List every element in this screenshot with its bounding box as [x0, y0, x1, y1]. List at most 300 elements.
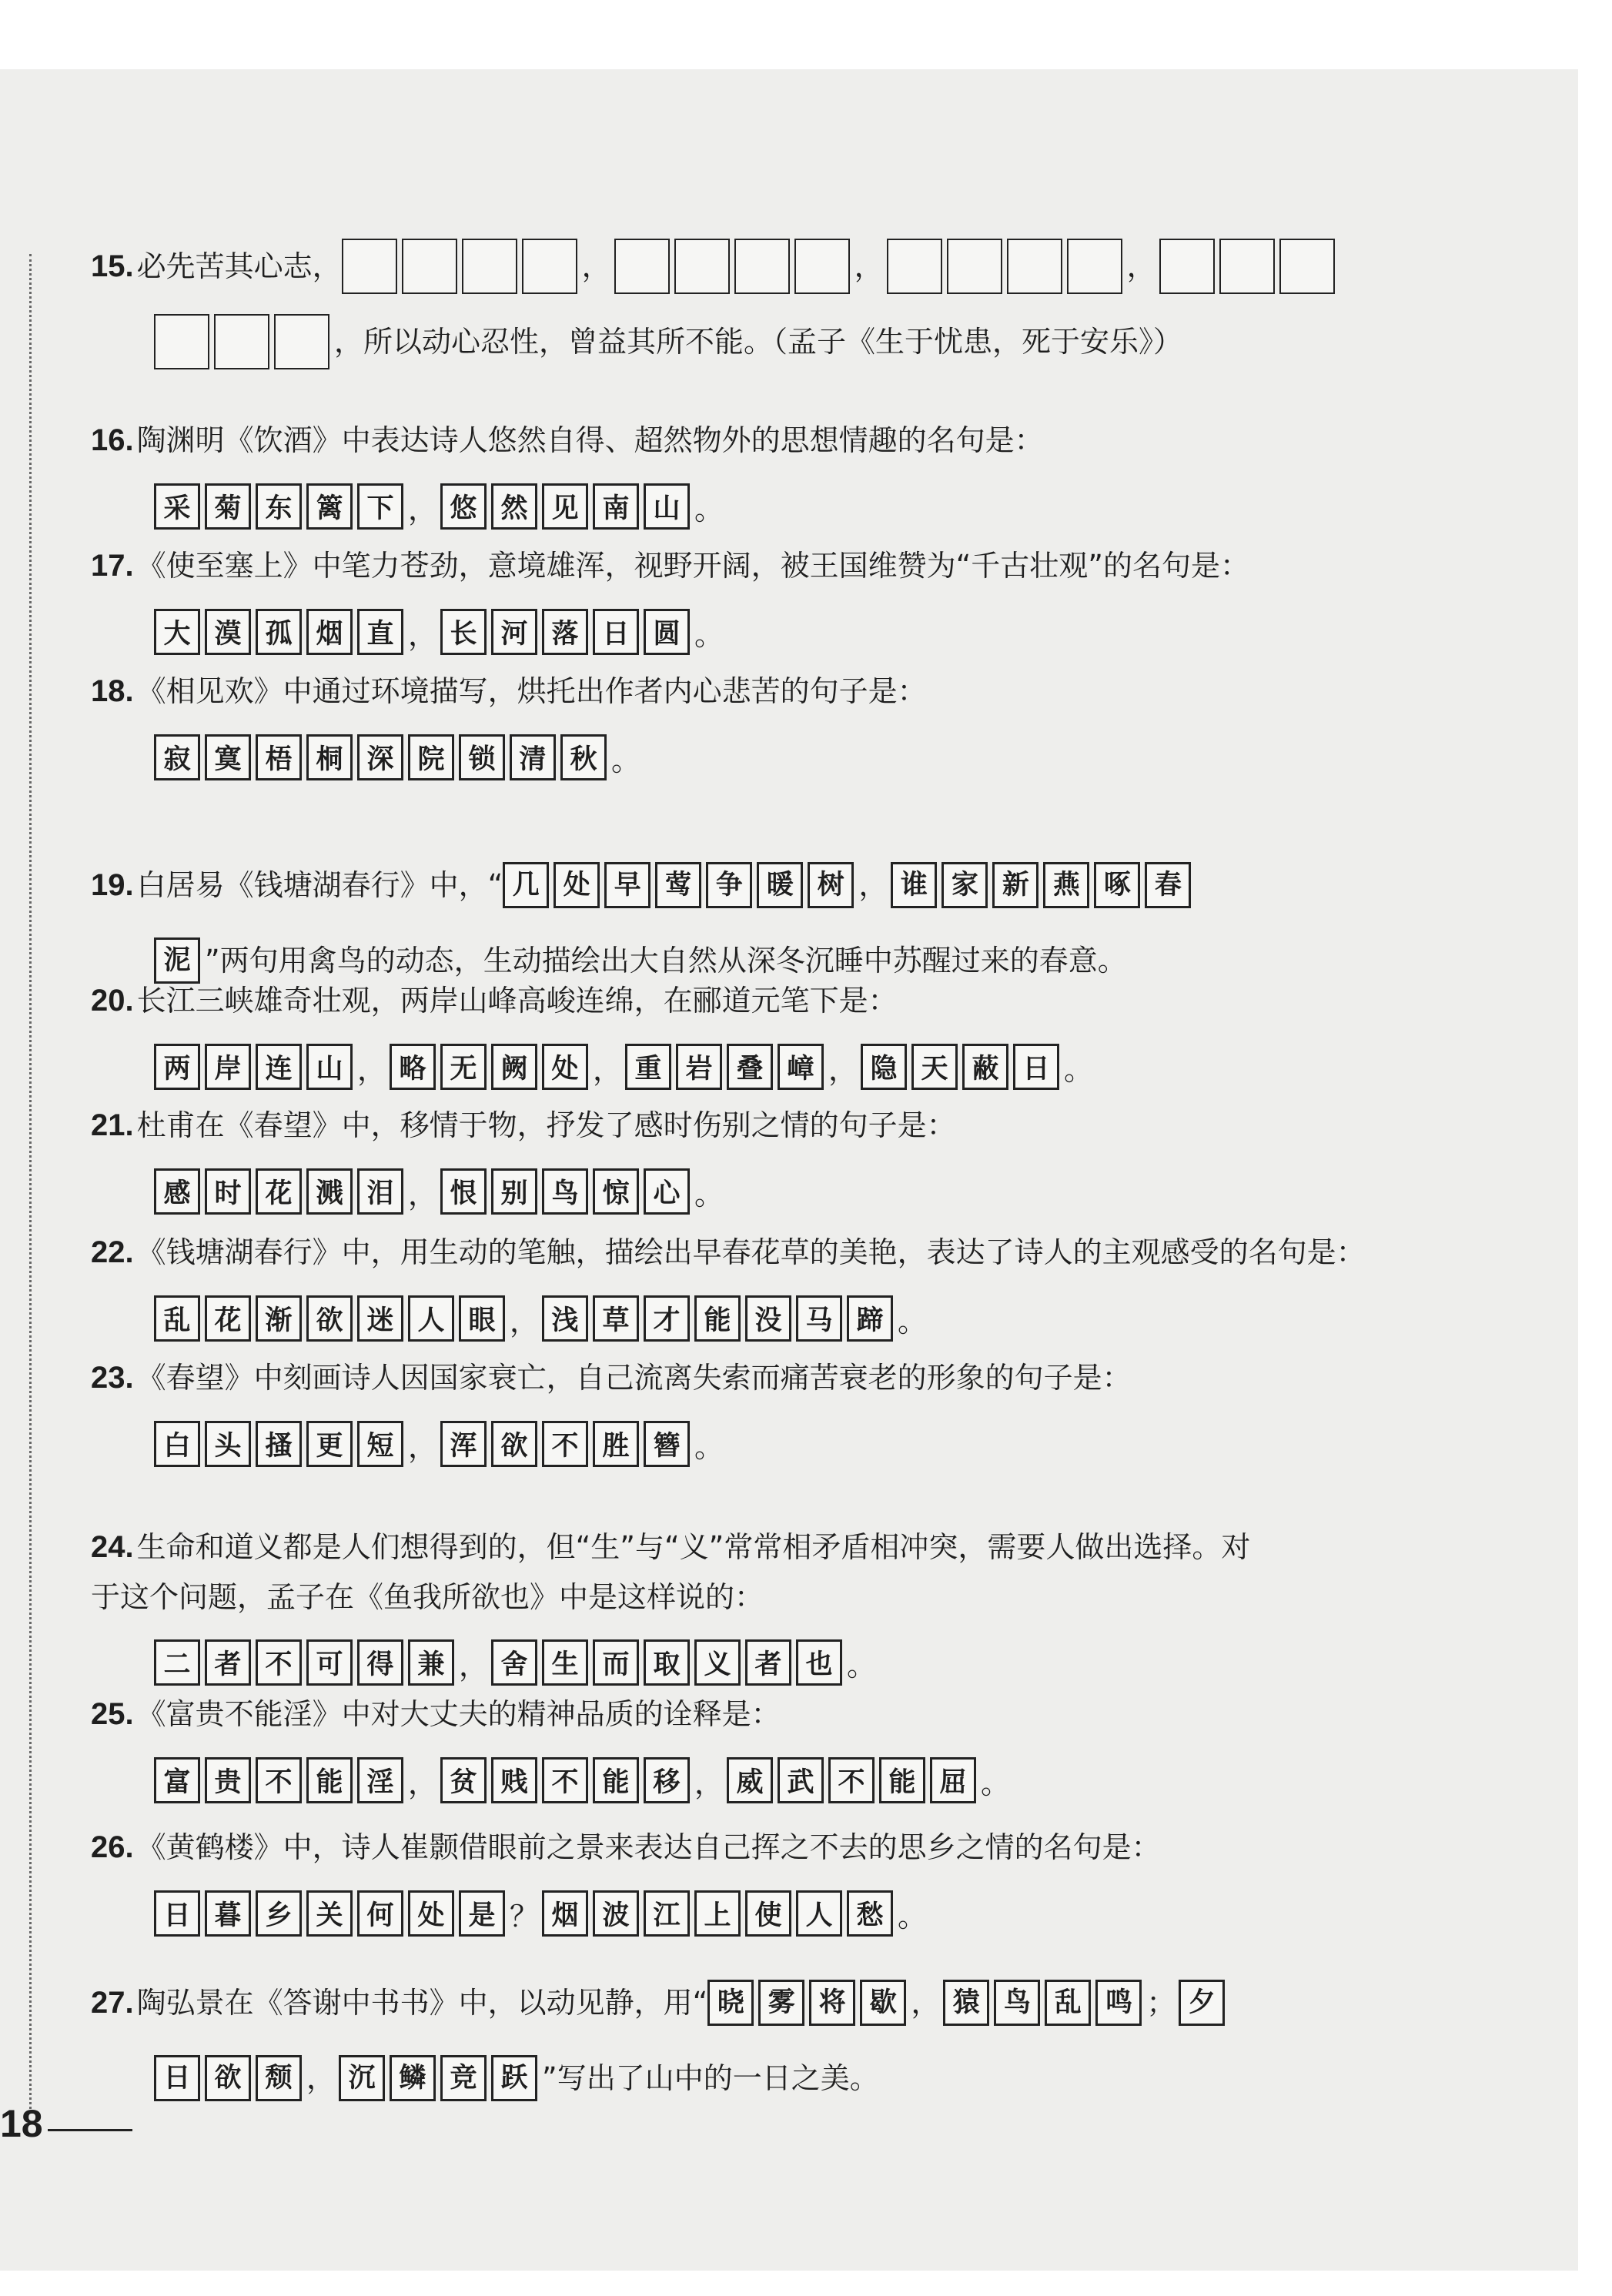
punctuation: ， — [593, 1052, 623, 1087]
punctuation: ， — [408, 1766, 438, 1800]
answer-box: 不 — [542, 1421, 588, 1467]
answer-box: 岩 — [676, 1044, 722, 1090]
punctuation: ； — [1146, 1986, 1176, 2020]
answer-box: 夕 — [1179, 1980, 1225, 2026]
punctuation: ， — [408, 1177, 438, 1211]
answer-box: 浑 — [440, 1421, 487, 1467]
answer-box: 武 — [778, 1757, 824, 1803]
answer-box: 者 — [745, 1639, 791, 1686]
answer-box: 处 — [542, 1044, 588, 1090]
comma: ， — [581, 249, 611, 283]
answer-box: 屈 — [930, 1757, 976, 1803]
question-item — [91, 1237, 1366, 1342]
question-line — [91, 550, 1249, 581]
answer-box: 不 — [828, 1757, 875, 1803]
answer-box: 兼 — [408, 1639, 454, 1686]
answer-box: 蔽 — [962, 1044, 1008, 1090]
question-line — [91, 676, 927, 707]
answer-box: 别 — [491, 1168, 537, 1215]
question-line — [91, 1237, 1366, 1268]
answer-group — [707, 1980, 911, 2026]
question-number: 27. — [91, 1986, 134, 2020]
answer-box: 溅 — [306, 1168, 353, 1215]
answer-box: 何 — [357, 1890, 403, 1937]
question-line — [154, 314, 1339, 369]
answer-box: 者 — [205, 1639, 251, 1686]
answer-box: 时 — [205, 1168, 251, 1215]
punctuation: ， — [459, 1648, 489, 1683]
answer-box: 寞 — [205, 734, 251, 780]
answer-group — [440, 1168, 694, 1215]
answer-box: 下 — [357, 483, 403, 530]
answer-box: 歇 — [860, 1980, 906, 2026]
answer-box: 马 — [796, 1295, 842, 1342]
punctuation: ， — [858, 868, 888, 902]
comma: ， — [854, 249, 884, 283]
question-item — [91, 425, 1044, 530]
period: 。 — [1064, 1052, 1094, 1087]
punctuation: ， — [510, 1304, 540, 1338]
question-text: ”写出了山中的一日之美。 — [542, 2061, 879, 2095]
answer-box: 更 — [306, 1421, 353, 1467]
punctuation: ， — [694, 1766, 724, 1800]
answer-box: 花 — [256, 1168, 302, 1215]
answer-box: 草 — [593, 1295, 639, 1342]
answer-box: 眼 — [459, 1295, 505, 1342]
blank-answer-box[interactable] — [274, 314, 329, 369]
answer-box: 鸟 — [542, 1168, 588, 1215]
answer-box: 二 — [154, 1639, 200, 1686]
question-line — [154, 2055, 1229, 2101]
answer-box: 能 — [694, 1295, 741, 1342]
answer-group — [154, 1168, 408, 1215]
answer-box: 大 — [154, 609, 200, 655]
answer-line — [154, 734, 927, 780]
answer-box: 乡 — [256, 1890, 302, 1937]
answer-box: 渐 — [256, 1295, 302, 1342]
answer-box: 晓 — [707, 1980, 754, 2026]
answer-group — [542, 1295, 898, 1342]
question-item — [91, 1362, 1132, 1467]
answer-box: 波 — [593, 1890, 639, 1937]
answer-box: 嶂 — [778, 1044, 824, 1090]
blank-box-group — [154, 314, 334, 369]
blank-box-group — [614, 239, 854, 294]
answer-box: 也 — [796, 1639, 842, 1686]
answer-box: 锁 — [459, 734, 505, 780]
answer-box: 恨 — [440, 1168, 487, 1215]
period: 。 — [694, 1177, 724, 1211]
answer-box: 蹄 — [847, 1295, 893, 1342]
question-text: 《黄鹤楼》中，诗人崔颢借眼前之景来表达自己挥之不去的思乡之情的名句是： — [136, 1830, 1161, 1864]
blank-answer-box[interactable] — [1067, 239, 1122, 294]
answer-box: 莺 — [655, 862, 701, 908]
answer-box: 新 — [992, 862, 1038, 908]
answer-group — [154, 483, 408, 530]
blank-answer-box[interactable] — [947, 239, 1002, 294]
answer-box: 直 — [357, 609, 403, 655]
answer-box: 贵 — [205, 1757, 251, 1803]
answer-box: 生 — [542, 1639, 588, 1686]
question-number: 19. — [91, 868, 134, 902]
answer-box: 漠 — [205, 609, 251, 655]
answer-group — [339, 2055, 542, 2101]
answer-group — [154, 1890, 510, 1937]
answer-box: 上 — [694, 1890, 741, 1937]
answer-box: 采 — [154, 483, 200, 530]
answer-box: 深 — [357, 734, 403, 780]
answer-box: 鸟 — [994, 1980, 1040, 2026]
period: 。 — [898, 1304, 928, 1338]
answer-box: 圆 — [644, 609, 690, 655]
question-item — [91, 250, 1339, 369]
question-line — [91, 862, 1196, 908]
answer-box: 略 — [390, 1044, 436, 1090]
answer-line — [154, 483, 1044, 530]
blank-answer-box[interactable] — [794, 239, 850, 294]
question-line — [91, 1110, 956, 1141]
question-item — [91, 550, 1249, 655]
answer-box: 烟 — [306, 609, 353, 655]
answer-box: 取 — [644, 1639, 690, 1686]
period: 。 — [694, 492, 724, 526]
answer-box: 日 — [154, 1890, 200, 1937]
page-number: 18 — [0, 2102, 43, 2145]
blank-answer-box[interactable] — [1007, 239, 1062, 294]
answer-group — [891, 862, 1196, 908]
question-number: 23. — [91, 1361, 134, 1395]
answer-box: 能 — [593, 1757, 639, 1803]
answer-box: 头 — [205, 1421, 251, 1467]
answer-box: 颓 — [256, 2055, 302, 2101]
answer-line — [154, 1757, 1013, 1803]
question-number: 16. — [91, 423, 134, 457]
answer-group — [491, 1639, 847, 1686]
period: 。 — [847, 1648, 877, 1683]
answer-group — [440, 1757, 694, 1803]
answer-box: 欲 — [491, 1421, 537, 1467]
blank-answer-box[interactable] — [154, 314, 209, 369]
answer-box: 才 — [644, 1295, 690, 1342]
answer-box: 悠 — [440, 483, 487, 530]
answer-box: 移 — [644, 1757, 690, 1803]
question-item — [91, 862, 1196, 984]
answer-box: 早 — [604, 862, 650, 908]
answer-box: 愁 — [847, 1890, 893, 1937]
answer-box: 欲 — [205, 2055, 251, 2101]
answer-box: 落 — [542, 609, 588, 655]
answer-box: 叠 — [727, 1044, 773, 1090]
answer-box: 淫 — [357, 1757, 403, 1803]
answer-box: 长 — [440, 609, 487, 655]
blank-answer-box[interactable] — [674, 239, 730, 294]
answer-box: 短 — [357, 1421, 403, 1467]
page-number-rule — [48, 2129, 132, 2131]
answer-box: 簪 — [644, 1421, 690, 1467]
answer-box: 欲 — [306, 1295, 353, 1342]
question-text: 杜甫在《春望》中，移情于物，抒发了感时伤别之情的句子是： — [136, 1108, 956, 1142]
question-text: ，所以动心忍性，曾益其所不能。（孟子《生于忧患，死于安乐》） — [334, 325, 1183, 359]
blank-answer-box[interactable] — [522, 239, 577, 294]
answer-box: 乱 — [154, 1295, 200, 1342]
answer-box: 威 — [727, 1757, 773, 1803]
answer-group — [154, 1044, 357, 1090]
question-text: 白居易《钱塘湖春行》中，“ — [136, 868, 503, 902]
question-text: 必先苦其心志， — [136, 249, 342, 283]
question-text: 陶渊明《饮酒》中表达诗人悠然自得、超然物外的思想情趣的名句是： — [136, 423, 1044, 457]
answer-box: 天 — [911, 1044, 958, 1090]
period: 。 — [611, 743, 641, 777]
period: 。 — [694, 1429, 724, 1464]
answer-box: 贱 — [491, 1757, 537, 1803]
answer-box: 义 — [694, 1639, 741, 1686]
answer-group — [154, 1639, 459, 1686]
answer-box: 鸣 — [1095, 1980, 1142, 2026]
question-line — [91, 425, 1044, 456]
answer-box: 心 — [644, 1168, 690, 1215]
question-item — [91, 676, 927, 780]
blank-answer-box[interactable] — [402, 239, 457, 294]
answer-box: 争 — [706, 862, 752, 908]
answer-box: 不 — [542, 1757, 588, 1803]
answer-box: 岸 — [205, 1044, 251, 1090]
punctuation: ？ — [510, 1899, 540, 1933]
punctuation: ， — [828, 1052, 858, 1087]
binding-dotted-line — [29, 254, 32, 2109]
question-line — [91, 985, 1096, 1016]
answer-group — [542, 1890, 898, 1937]
blank-answer-box[interactable] — [342, 239, 397, 294]
punctuation: ， — [306, 2061, 336, 2095]
question-line — [91, 1832, 1161, 1863]
answer-box: 没 — [745, 1295, 791, 1342]
answer-box: 乱 — [1045, 1980, 1091, 2026]
answer-box: 浅 — [542, 1295, 588, 1342]
punctuation: ， — [408, 1429, 438, 1464]
answer-box: 暮 — [205, 1890, 251, 1937]
answer-box: 胜 — [593, 1421, 639, 1467]
question-item — [91, 1532, 1250, 1686]
question-item — [91, 1832, 1161, 1937]
answer-box: 谁 — [891, 862, 937, 908]
blank-answer-box[interactable] — [734, 239, 790, 294]
answer-box: 是 — [459, 1890, 505, 1937]
question-line — [91, 1362, 1132, 1393]
question-item — [91, 1699, 1013, 1803]
answer-box: 能 — [306, 1757, 353, 1803]
answer-box: 人 — [408, 1295, 454, 1342]
answer-box: 泪 — [357, 1168, 403, 1215]
answer-box: 人 — [796, 1890, 842, 1937]
blank-answer-box[interactable] — [1219, 239, 1275, 294]
question-text: 《钱塘湖春行》中，用生动的笔触，描绘出早春花草的美艳，表达了诗人的主观感受的名句是： — [136, 1235, 1366, 1269]
question-item — [91, 1110, 956, 1215]
answer-box: 啄 — [1094, 862, 1140, 908]
answer-box: 而 — [593, 1639, 639, 1686]
question-text: 长江三峡雄奇壮观，两岸山峰高峻连绵，在郦道元笔下是： — [136, 984, 898, 1018]
question-text: 《相见欢》中通过环境描写，烘托出作者内心悲苦的句子是： — [136, 674, 927, 708]
answer-box: 无 — [440, 1044, 487, 1090]
answer-box: 花 — [205, 1295, 251, 1342]
period: 。 — [694, 617, 724, 652]
answer-box: 河 — [491, 609, 537, 655]
question-number: 18. — [91, 674, 134, 708]
answer-box: 江 — [644, 1890, 690, 1937]
question-text: 《富贵不能淫》中对大丈夫的精神品质的诠释是： — [136, 1697, 781, 1731]
answer-group — [625, 1044, 828, 1090]
question-line — [154, 937, 1196, 984]
question-text: 《使至塞上》中笔力苍劲，意境雄浑，视野开阔，被王国维赞为“千古壮观”的名句是： — [136, 549, 1249, 583]
answer-box: 沉 — [339, 2055, 385, 2101]
punctuation: ， — [911, 1986, 941, 2020]
period: 。 — [981, 1766, 1011, 1800]
answer-line — [154, 1044, 1096, 1090]
answer-line — [154, 1639, 1250, 1686]
question-item — [91, 1980, 1229, 2101]
answer-box: 搔 — [256, 1421, 302, 1467]
blank-answer-box[interactable] — [214, 314, 269, 369]
comma: ， — [1126, 249, 1156, 283]
answer-box: 可 — [306, 1639, 353, 1686]
answer-box: 日 — [593, 609, 639, 655]
punctuation: ， — [408, 492, 438, 526]
answer-box: 两 — [154, 1044, 200, 1090]
blank-answer-box[interactable] — [887, 239, 942, 294]
answer-box: 能 — [879, 1757, 925, 1803]
answer-group — [861, 1044, 1064, 1090]
question-line — [91, 1532, 1250, 1562]
answer-line — [154, 1890, 1161, 1937]
question-text: 陶弘景在《答谢中书书》中，以动见静，用“ — [136, 1986, 708, 2020]
answer-group — [440, 483, 694, 530]
question-item — [91, 985, 1096, 1090]
punctuation: ， — [357, 1052, 387, 1087]
answer-line — [154, 609, 1249, 655]
answer-line — [154, 1168, 956, 1215]
answer-box: 雾 — [758, 1980, 804, 2026]
answer-box: 秋 — [560, 734, 607, 780]
answer-group — [943, 1980, 1146, 2026]
answer-box: 惊 — [593, 1168, 639, 1215]
question-line — [91, 1582, 1250, 1612]
answer-box: 春 — [1145, 862, 1191, 908]
question-text: 《春望》中刻画诗人因国家衰亡，自己流离失索而痛苦衰老的形象的句子是： — [136, 1361, 1132, 1395]
blank-box-group — [887, 239, 1127, 294]
answer-box: 贫 — [440, 1757, 487, 1803]
answer-box: 清 — [510, 734, 556, 780]
blank-answer-box[interactable] — [1279, 239, 1335, 294]
answer-group — [154, 1421, 408, 1467]
question-number: 17. — [91, 549, 134, 583]
answer-group — [1179, 1980, 1229, 2026]
answer-box: 鳞 — [390, 2055, 436, 2101]
answer-group — [503, 862, 858, 908]
answer-box: 连 — [256, 1044, 302, 1090]
answer-group — [390, 1044, 593, 1090]
question-text: 生命和道义都是人们想得到的，但“生”与“义”常常相矛盾相冲突，需要人做出选择。对 — [136, 1530, 1251, 1564]
answer-line — [154, 1295, 1366, 1342]
question-line — [91, 1980, 1229, 2026]
answer-box: 重 — [625, 1044, 671, 1090]
question-number: 26. — [91, 1830, 134, 1864]
period: 。 — [898, 1899, 928, 1933]
answer-box: 不 — [256, 1639, 302, 1686]
answer-box: 隐 — [861, 1044, 907, 1090]
answer-box: 得 — [357, 1639, 403, 1686]
answer-box: 家 — [941, 862, 988, 908]
answer-box: 燕 — [1043, 862, 1089, 908]
question-number: 22. — [91, 1235, 134, 1269]
answer-box: 舍 — [491, 1639, 537, 1686]
answer-box: 然 — [491, 483, 537, 530]
answer-box: 几 — [503, 862, 549, 908]
answer-group — [440, 609, 694, 655]
answer-box: 孤 — [256, 609, 302, 655]
answer-box: 日 — [1013, 1044, 1059, 1090]
answer-group — [154, 2055, 306, 2101]
answer-group — [154, 609, 408, 655]
answer-group — [154, 1757, 408, 1803]
answer-box: 日 — [154, 2055, 200, 2101]
question-number: 24. — [91, 1530, 134, 1564]
answer-box: 迷 — [357, 1295, 403, 1342]
blank-box-group — [342, 239, 582, 294]
answer-box: 阙 — [491, 1044, 537, 1090]
answer-box: 暖 — [757, 862, 803, 908]
answer-box: 竞 — [440, 2055, 487, 2101]
answer-box: 桐 — [306, 734, 353, 780]
question-text: 于这个问题，孟子在《鱼我所欲也》中是这样说的： — [91, 1580, 764, 1614]
blank-answer-box[interactable] — [614, 239, 670, 294]
punctuation: ， — [408, 617, 438, 652]
answer-group — [154, 1295, 510, 1342]
answer-box: 跃 — [491, 2055, 537, 2101]
answer-box: 篱 — [306, 483, 353, 530]
blank-answer-box[interactable] — [462, 239, 517, 294]
answer-group — [154, 937, 205, 984]
question-number: 20. — [91, 984, 134, 1018]
blank-box-group — [1159, 239, 1339, 294]
answer-box: 处 — [408, 1890, 454, 1937]
answer-box: 菊 — [205, 483, 251, 530]
answer-box: 山 — [644, 483, 690, 530]
answer-box: 不 — [256, 1757, 302, 1803]
answer-box: 树 — [808, 862, 854, 908]
question-text: ”两句用禽鸟的动态，生动描绘出大自然从深冬沉睡中苏醒过来的春意。 — [205, 944, 1127, 978]
answer-box: 富 — [154, 1757, 200, 1803]
question-number: 25. — [91, 1697, 134, 1731]
answer-box: 寂 — [154, 734, 200, 780]
answer-box: 关 — [306, 1890, 353, 1937]
answer-box: 见 — [542, 483, 588, 530]
blank-answer-box[interactable] — [1159, 239, 1215, 294]
answer-box: 院 — [408, 734, 454, 780]
question-line — [91, 1699, 1013, 1730]
question-line — [91, 239, 1339, 294]
answer-line — [154, 1421, 1132, 1467]
answer-group — [440, 1421, 694, 1467]
answer-box: 东 — [256, 483, 302, 530]
answer-box: 使 — [745, 1890, 791, 1937]
answer-box: 南 — [593, 483, 639, 530]
answer-box: 感 — [154, 1168, 200, 1215]
answer-box: 泥 — [154, 937, 200, 984]
answer-box: 烟 — [542, 1890, 588, 1937]
answer-group — [727, 1757, 981, 1803]
answer-box: 梧 — [256, 734, 302, 780]
question-number: 21. — [91, 1108, 134, 1142]
answer-group — [154, 734, 611, 780]
